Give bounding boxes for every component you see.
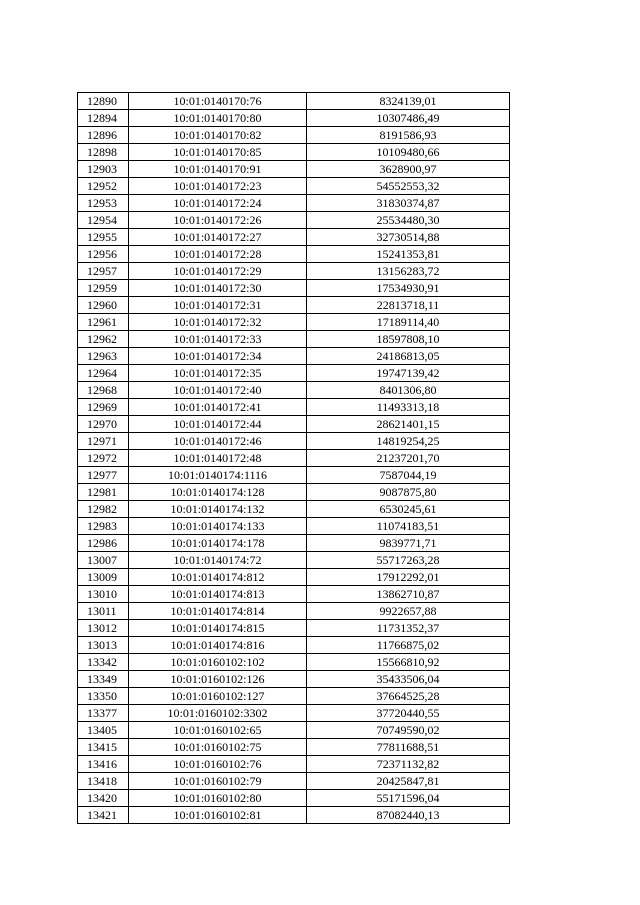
row-number-cell: 12969: [78, 399, 129, 416]
table-row: [78, 654, 510, 671]
cadastral-value-cell: 55717263,28: [307, 552, 510, 569]
row-number-cell: 13342: [78, 654, 129, 671]
row-number-cell: 12971: [78, 433, 129, 450]
cadastral-number-cell: 10:01:0160102:65: [129, 722, 307, 739]
row-number-cell: 13405: [78, 722, 129, 739]
cadastral-value-cell: 32730514,88: [307, 229, 510, 246]
table-row: [78, 756, 510, 773]
table-row: [78, 365, 510, 382]
row-number-cell: 12896: [78, 127, 129, 144]
table-row: [78, 518, 510, 535]
row-number-cell: 12894: [78, 110, 129, 127]
cadastral-number-cell: 10:01:0160102:126: [129, 671, 307, 688]
table-row: [78, 501, 510, 518]
table-row: [78, 807, 510, 824]
table-row: [78, 399, 510, 416]
cadastral-number-cell: 10:01:0160102:76: [129, 756, 307, 773]
row-number-cell: 12981: [78, 484, 129, 501]
cadastral-value-cell: 9922657,88: [307, 603, 510, 620]
cadastral-number-cell: 10:01:0140172:27: [129, 229, 307, 246]
table-row: [78, 110, 510, 127]
cadastral-number-cell: 10:01:0140172:30: [129, 280, 307, 297]
cadastral-number-cell: 10:01:0140170:91: [129, 161, 307, 178]
row-number-cell: 13011: [78, 603, 129, 620]
table-row: [78, 569, 510, 586]
cadastral-value-cell: 10109480,66: [307, 144, 510, 161]
table-row: [78, 552, 510, 569]
row-number-cell: 13420: [78, 790, 129, 807]
row-number-cell: 12957: [78, 263, 129, 280]
cadastral-value-cell: 8324139,01: [307, 93, 510, 110]
row-number-cell: 12961: [78, 314, 129, 331]
cadastral-value-cell: 24186813,05: [307, 348, 510, 365]
cadastral-number-cell: 10:01:0140174:132: [129, 501, 307, 518]
cadastral-number-cell: 10:01:0140172:26: [129, 212, 307, 229]
cadastral-value-cell: 11731352,37: [307, 620, 510, 637]
cadastral-value-cell: 8401306,80: [307, 382, 510, 399]
cadastral-number-cell: 10:01:0140170:82: [129, 127, 307, 144]
row-number-cell: 12964: [78, 365, 129, 382]
cadastral-number-cell: 10:01:0140170:76: [129, 93, 307, 110]
cadastral-number-cell: 10:01:0140170:80: [129, 110, 307, 127]
table-row: [78, 382, 510, 399]
row-number-cell: 12953: [78, 195, 129, 212]
cadastral-number-cell: 10:01:0160102:75: [129, 739, 307, 756]
cadastral-number-cell: 10:01:0140172:44: [129, 416, 307, 433]
table-row: [78, 535, 510, 552]
cadastral-value-cell: 9839771,71: [307, 535, 510, 552]
table-row: [78, 433, 510, 450]
table-row: [78, 331, 510, 348]
cadastral-value-cell: 20425847,81: [307, 773, 510, 790]
cadastral-value-cell: 17912292,01: [307, 569, 510, 586]
table-row: [78, 263, 510, 280]
cadastral-value-cell: 35433506,04: [307, 671, 510, 688]
table-row: [78, 790, 510, 807]
row-number-cell: 12955: [78, 229, 129, 246]
cadastral-number-cell: 10:01:0140172:32: [129, 314, 307, 331]
row-number-cell: 13421: [78, 807, 129, 824]
row-number-cell: 12972: [78, 450, 129, 467]
cadastral-value-cell: 19747139,42: [307, 365, 510, 382]
cadastral-number-cell: 10:01:0140174:816: [129, 637, 307, 654]
row-number-cell: 12982: [78, 501, 129, 518]
cadastral-number-cell: 10:01:0140174:1116: [129, 467, 307, 484]
cadastral-number-cell: 10:01:0160102:81: [129, 807, 307, 824]
cadastral-number-cell: 10:01:0140174:178: [129, 535, 307, 552]
cadastral-value-cell: 10307486,49: [307, 110, 510, 127]
row-number-cell: 12959: [78, 280, 129, 297]
cadastral-value-cell: 28621401,15: [307, 416, 510, 433]
cadastral-number-cell: 10:01:0140174:812: [129, 569, 307, 586]
cadastral-value-cell: 21237201,70: [307, 450, 510, 467]
cadastral-value-cell: 7587044,19: [307, 467, 510, 484]
table-row: [78, 144, 510, 161]
cadastral-value-cell: 70749590,02: [307, 722, 510, 739]
cadastral-number-cell: 10:01:0140172:40: [129, 382, 307, 399]
row-number-cell: 12952: [78, 178, 129, 195]
cadastral-number-cell: 10:01:0140174:133: [129, 518, 307, 535]
table-row: [78, 127, 510, 144]
cadastral-value-cell: 11493313,18: [307, 399, 510, 416]
cadastral-value-cell: 37664525,28: [307, 688, 510, 705]
table-row: [78, 280, 510, 297]
cadastral-value-table: [77, 92, 510, 824]
table-row: [78, 246, 510, 263]
table-row: [78, 620, 510, 637]
cadastral-number-cell: 10:01:0160102:79: [129, 773, 307, 790]
cadastral-value-cell: 55171596,04: [307, 790, 510, 807]
row-number-cell: 12898: [78, 144, 129, 161]
cadastral-number-cell: 10:01:0140172:29: [129, 263, 307, 280]
row-number-cell: 13350: [78, 688, 129, 705]
cadastral-value-cell: 72371132,82: [307, 756, 510, 773]
cadastral-value-cell: 17534930,91: [307, 280, 510, 297]
table-row: [78, 161, 510, 178]
row-number-cell: 13415: [78, 739, 129, 756]
cadastral-number-cell: 10:01:0140172:34: [129, 348, 307, 365]
row-number-cell: 13009: [78, 569, 129, 586]
cadastral-value-cell: 15241353,81: [307, 246, 510, 263]
row-number-cell: 12903: [78, 161, 129, 178]
cadastral-value-cell: 17189114,40: [307, 314, 510, 331]
row-number-cell: 13012: [78, 620, 129, 637]
row-number-cell: 13418: [78, 773, 129, 790]
table-row: [78, 195, 510, 212]
cadastral-number-cell: 10:01:0140172:31: [129, 297, 307, 314]
cadastral-number-cell: 10:01:0140174:814: [129, 603, 307, 620]
row-number-cell: 12954: [78, 212, 129, 229]
table-row: [78, 467, 510, 484]
row-number-cell: 12968: [78, 382, 129, 399]
table-row: [78, 705, 510, 722]
table-row: [78, 212, 510, 229]
row-number-cell: 12960: [78, 297, 129, 314]
table-row: [78, 586, 510, 603]
cadastral-number-cell: 10:01:0160102:102: [129, 654, 307, 671]
table-row: [78, 739, 510, 756]
row-number-cell: 12962: [78, 331, 129, 348]
cadastral-value-cell: 11766875,02: [307, 637, 510, 654]
cadastral-number-cell: 10:01:0140172:48: [129, 450, 307, 467]
cadastral-number-cell: 10:01:0140174:813: [129, 586, 307, 603]
row-number-cell: 13010: [78, 586, 129, 603]
cadastral-value-cell: 6530245,61: [307, 501, 510, 518]
cadastral-number-cell: 10:01:0140172:23: [129, 178, 307, 195]
table-row: [78, 416, 510, 433]
cadastral-number-cell: 10:01:0140172:28: [129, 246, 307, 263]
cadastral-value-cell: 3628900,97: [307, 161, 510, 178]
row-number-cell: 13349: [78, 671, 129, 688]
table-row: [78, 603, 510, 620]
table-body: [78, 93, 510, 824]
cadastral-value-cell: 18597808,10: [307, 331, 510, 348]
cadastral-number-cell: 10:01:0140174:815: [129, 620, 307, 637]
cadastral-value-cell: 77811688,51: [307, 739, 510, 756]
table-row: [78, 722, 510, 739]
cadastral-number-cell: 10:01:0140170:85: [129, 144, 307, 161]
cadastral-value-cell: 25534480,30: [307, 212, 510, 229]
cadastral-number-cell: 10:01:0160102:80: [129, 790, 307, 807]
row-number-cell: 12986: [78, 535, 129, 552]
table-row: [78, 229, 510, 246]
table-row: [78, 93, 510, 110]
cadastral-value-cell: 87082440,13: [307, 807, 510, 824]
row-number-cell: 12970: [78, 416, 129, 433]
row-number-cell: 13416: [78, 756, 129, 773]
cadastral-number-cell: 10:01:0160102:127: [129, 688, 307, 705]
table-row: [78, 178, 510, 195]
row-number-cell: 12963: [78, 348, 129, 365]
row-number-cell: 12890: [78, 93, 129, 110]
cadastral-value-cell: 15566810,92: [307, 654, 510, 671]
cadastral-value-cell: 31830374,87: [307, 195, 510, 212]
table-row: [78, 484, 510, 501]
cadastral-value-cell: 8191586,93: [307, 127, 510, 144]
row-number-cell: 12983: [78, 518, 129, 535]
cadastral-number-cell: 10:01:0140174:72: [129, 552, 307, 569]
table-row: [78, 688, 510, 705]
cadastral-value-cell: 54552553,32: [307, 178, 510, 195]
row-number-cell: 13007: [78, 552, 129, 569]
cadastral-number-cell: 10:01:0140172:35: [129, 365, 307, 382]
table-row: [78, 348, 510, 365]
cadastral-value-cell: 22813718,11: [307, 297, 510, 314]
table-row: [78, 671, 510, 688]
cadastral-number-cell: 10:01:0140172:46: [129, 433, 307, 450]
cadastral-value-cell: 13156283,72: [307, 263, 510, 280]
table-row: [78, 450, 510, 467]
cadastral-value-cell: 13862710,87: [307, 586, 510, 603]
table-row: [78, 637, 510, 654]
cadastral-number-cell: 10:01:0160102:3302: [129, 705, 307, 722]
cadastral-number-cell: 10:01:0140172:41: [129, 399, 307, 416]
table-row: [78, 773, 510, 790]
cadastral-value-cell: 14819254,25: [307, 433, 510, 450]
cadastral-value-cell: 37720440,55: [307, 705, 510, 722]
cadastral-number-cell: 10:01:0140174:128: [129, 484, 307, 501]
table-row: [78, 297, 510, 314]
row-number-cell: 12956: [78, 246, 129, 263]
row-number-cell: 12977: [78, 467, 129, 484]
cadastral-value-cell: 9087875,80: [307, 484, 510, 501]
table-row: [78, 314, 510, 331]
cadastral-number-cell: 10:01:0140172:24: [129, 195, 307, 212]
row-number-cell: 13377: [78, 705, 129, 722]
cadastral-value-cell: 11074183,51: [307, 518, 510, 535]
row-number-cell: 13013: [78, 637, 129, 654]
cadastral-number-cell: 10:01:0140172:33: [129, 331, 307, 348]
